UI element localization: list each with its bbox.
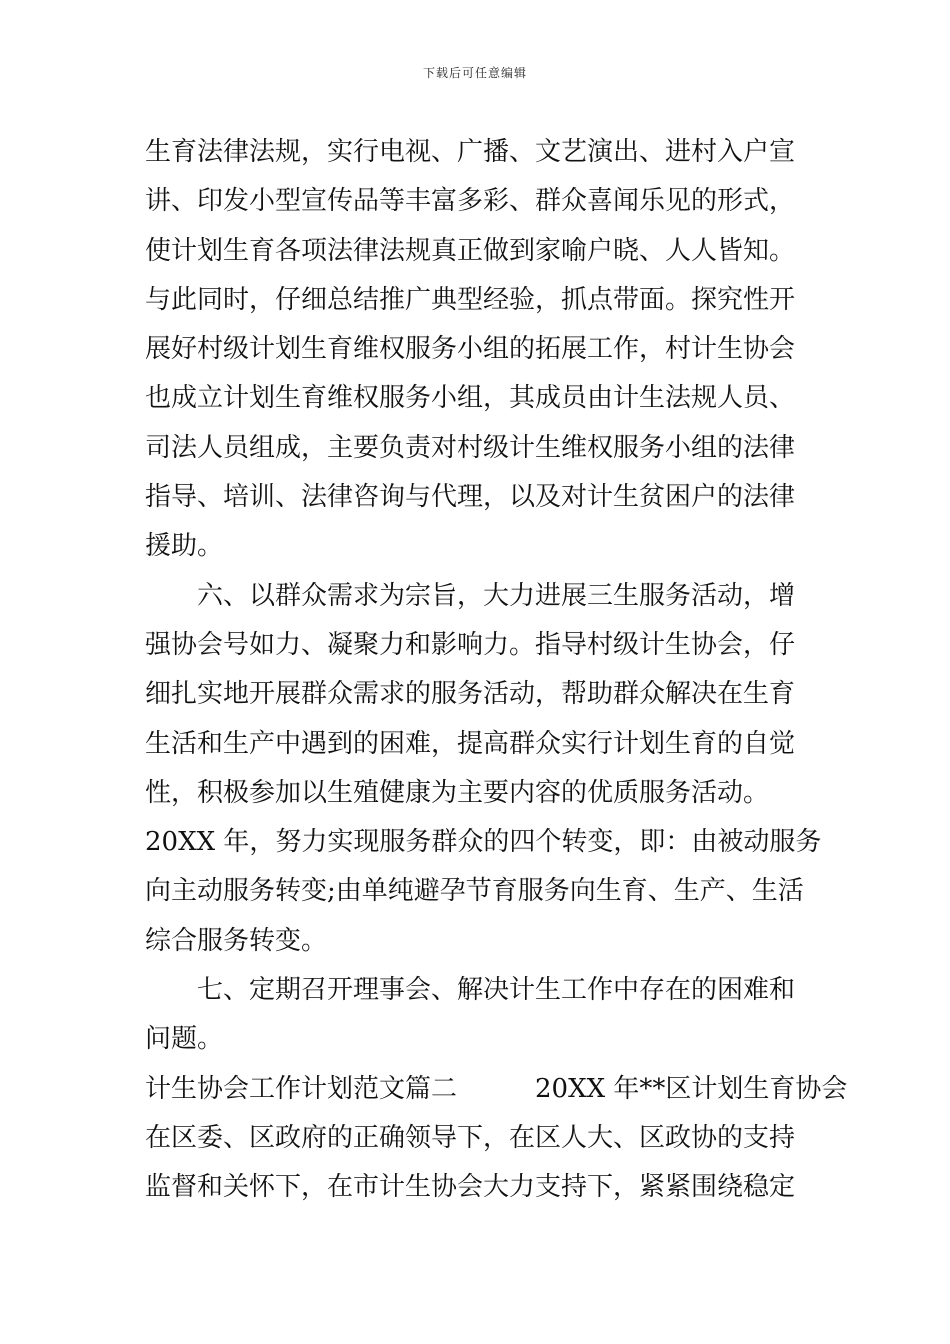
section-seven-heading-line: 七、定期召开理事会、解决计生工作中存在的困难和 — [197, 975, 796, 1006]
text-line: 细扎实地开展群众需求的服务活动，帮助群众解决在生育 — [145, 679, 796, 710]
text-line: 援助。 — [145, 531, 224, 562]
text-line: 性，积极参加以生殖健康为主要内容的优质服务活动。 — [145, 777, 770, 808]
text-line: 讲、印发小型宣传品等丰富多彩、群众喜闻乐见的形式， — [145, 186, 796, 217]
page-header: 下载后可任意编辑 — [422, 66, 527, 80]
text-line: 与此同时，仔细总结推广典型经验，抓点带面。探究性开 — [145, 284, 796, 315]
text-line: 20XX 年，努力实现服务群众的四个转变，即：由被动服务 — [145, 827, 822, 858]
text-line: 司法人员组成，主要负责对村级计生维权服务小组的法律 — [145, 432, 796, 463]
text-line: 指导、培训、法律咨询与代理，以及对计生贫困户的法律 — [145, 482, 796, 513]
text-line: 生育法律法规，实行电视、广播、文艺演出、进村入户宣 — [145, 137, 796, 167]
text-line: 生活和生产中遇到的困难，提高群众实行计划生育的自觉 — [145, 728, 796, 759]
text-line: 问题。 — [145, 1024, 224, 1055]
text-line: 综合服务转变。 — [145, 925, 328, 956]
text-line: 也成立计划生育维权服务小组，其成员由计生法规人员、 — [145, 383, 796, 414]
text-line: 强协会号如力、凝聚力和影响力。指导村级计生协会，仔 — [145, 629, 796, 660]
document-body — [145, 128, 848, 1213]
text-line: 展好村级计划生育维权服务小组的拓展工作，村计生协会 — [145, 334, 796, 365]
text-line: 监督和关怀下，在市计生协会大力支持下，紧紧围绕稳定 — [145, 1172, 796, 1203]
text-line: 使计划生育各项法律法规真正做到家喻户晓、人人皆知。 — [145, 235, 796, 266]
section-six-heading-line: 六、以群众需求为宗旨，大力进展三生服务活动，增 — [197, 580, 796, 611]
article-two-title-line: 计生协会工作计划范文篇二 20XX 年**区计划生育协会 — [145, 1073, 848, 1104]
text-line: 在区委、区政府的正确领导下，在区人大、区政协的支持 — [145, 1122, 796, 1153]
text-line: 向主动服务转变;由单纯避孕节育服务向生育、生产、生活 — [145, 876, 804, 907]
